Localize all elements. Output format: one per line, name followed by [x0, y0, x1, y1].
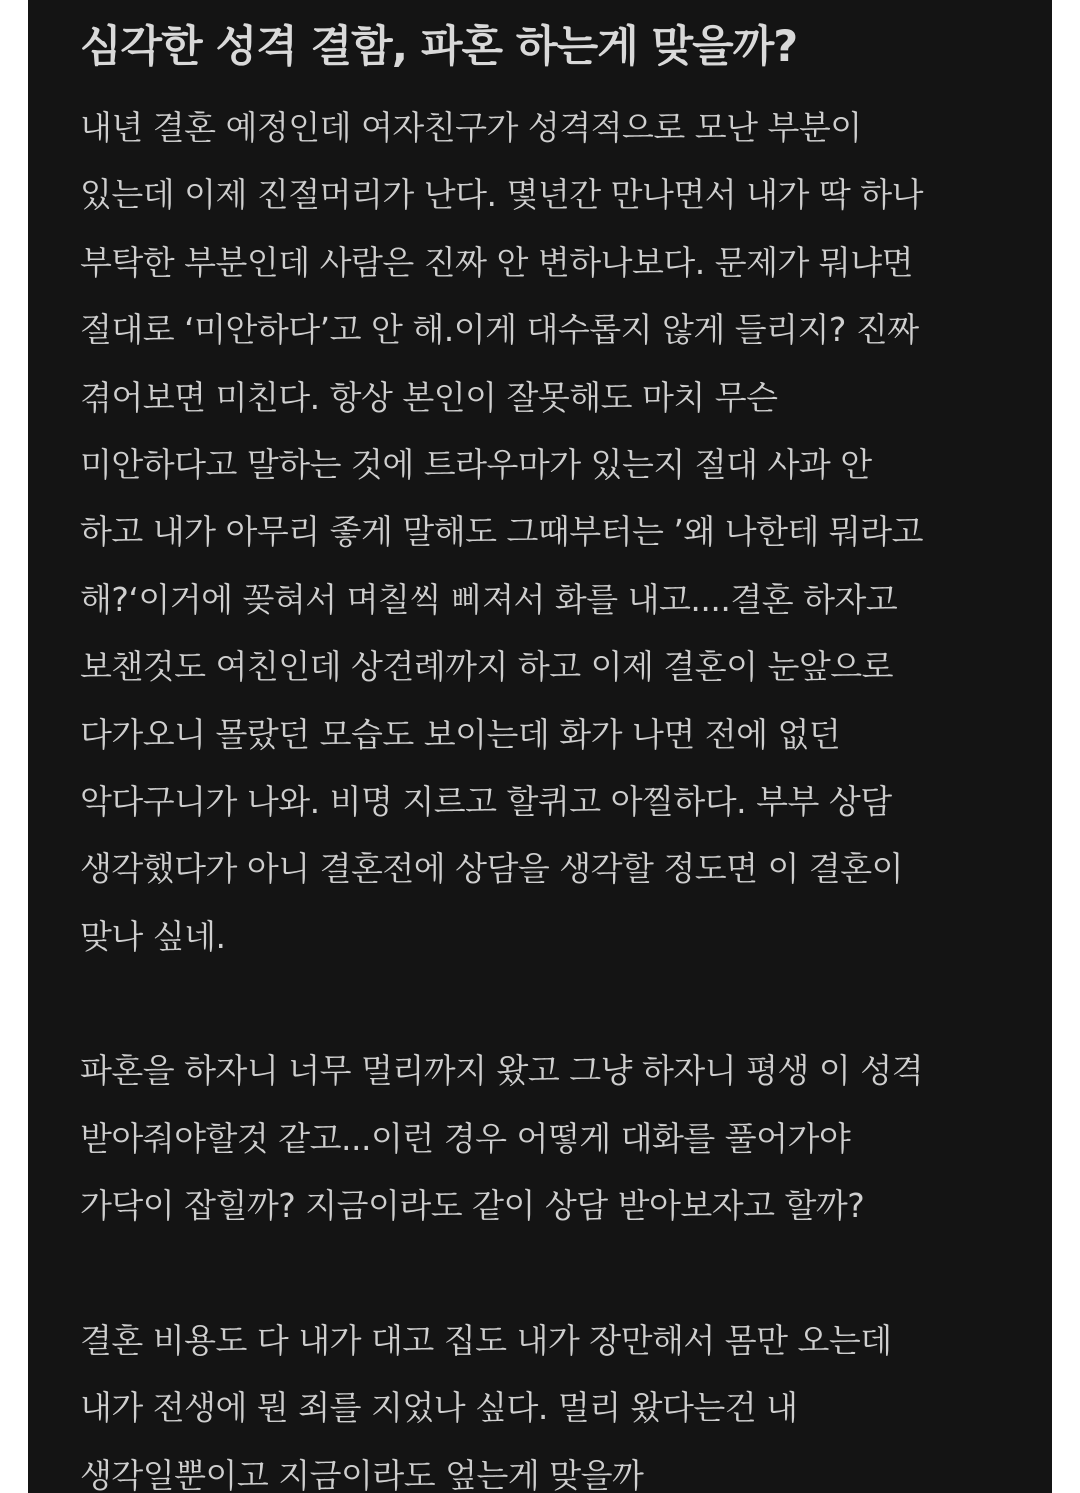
- post-line: 보챈것도 여친인데 상견례까지 하고 이제 결혼이 눈앞으로: [80, 647, 894, 687]
- post-line: 내가 전생에 뭔 죄를 지었나 싶다. 멀리 왔다는건 내: [80, 1388, 798, 1428]
- post-line: 생각일뿐이고 지금이라도 엎는게 맞을까: [80, 1455, 644, 1493]
- post-line: 겪어보면 미친다. 항상 본인이 잘못해도 마치 무슨: [80, 377, 778, 417]
- post-line: 가닥이 잡힐까? 지금이라도 같이 상담 받아보자고 할까?: [80, 1186, 865, 1226]
- paragraph-gap: [80, 1240, 1020, 1307]
- post-title: 심각한 성격 결함, 파혼 하는게 맞을까?: [80, 22, 798, 72]
- post-line: 결혼 비용도 다 내가 대고 집도 내가 장만해서 몸만 오는데: [80, 1321, 892, 1361]
- post-line: 있는데 이제 진절머리가 난다. 몇년간 만나면서 내가 딱 하나: [80, 175, 923, 215]
- post-paragraph: [80, 94, 1020, 970]
- post-line: 해?‘이거에 꽂혀서 며칠씩 삐져서 화를 내고....결혼 하자고: [80, 579, 898, 619]
- post-body: [80, 94, 1020, 1493]
- post-line: 생각했다가 아니 결혼전에 상담을 생각할 정도면 이 결혼이: [80, 849, 903, 889]
- post-line: 부탁한 부분인데 사람은 진짜 안 변하나보다. 문제가 뭐냐면: [80, 242, 913, 282]
- paragraph-gap: [80, 970, 1020, 1037]
- post-line: 다가오니 몰랐던 모습도 보이는데 화가 나면 전에 없던: [80, 714, 841, 754]
- post-line: 악다구니가 나와. 비명 지르고 할퀴고 아찔하다. 부부 상담: [80, 781, 892, 821]
- post-line: 미안하다고 말하는 것에 트라우마가 있는지 절대 사과 안: [80, 444, 872, 484]
- post-line: 절대로 ‘미안하다’고 안 해.이게 대수롭지 않게 들리지? 진짜: [80, 310, 919, 350]
- post-line: 파혼을 하자니 너무 멀리까지 왔고 그냥 하자니 평생 이 성격: [80, 1051, 923, 1091]
- post-line: 내년 결혼 예정인데 여자친구가 성격적으로 모난 부분이: [80, 108, 862, 147]
- post-paragraph: [80, 1307, 1020, 1493]
- post-line: 하고 내가 아무리 좋게 말해도 그때부터는 ’왜 나한테 뭐라고: [80, 512, 923, 552]
- post-line: 받아줘야할것 같고...이런 경우 어떻게 대화를 풀어가야: [80, 1118, 851, 1158]
- post-line: 맞나 싶네.: [80, 916, 226, 956]
- post-paragraph: [80, 1037, 1020, 1239]
- post-panel: [28, 0, 1052, 1493]
